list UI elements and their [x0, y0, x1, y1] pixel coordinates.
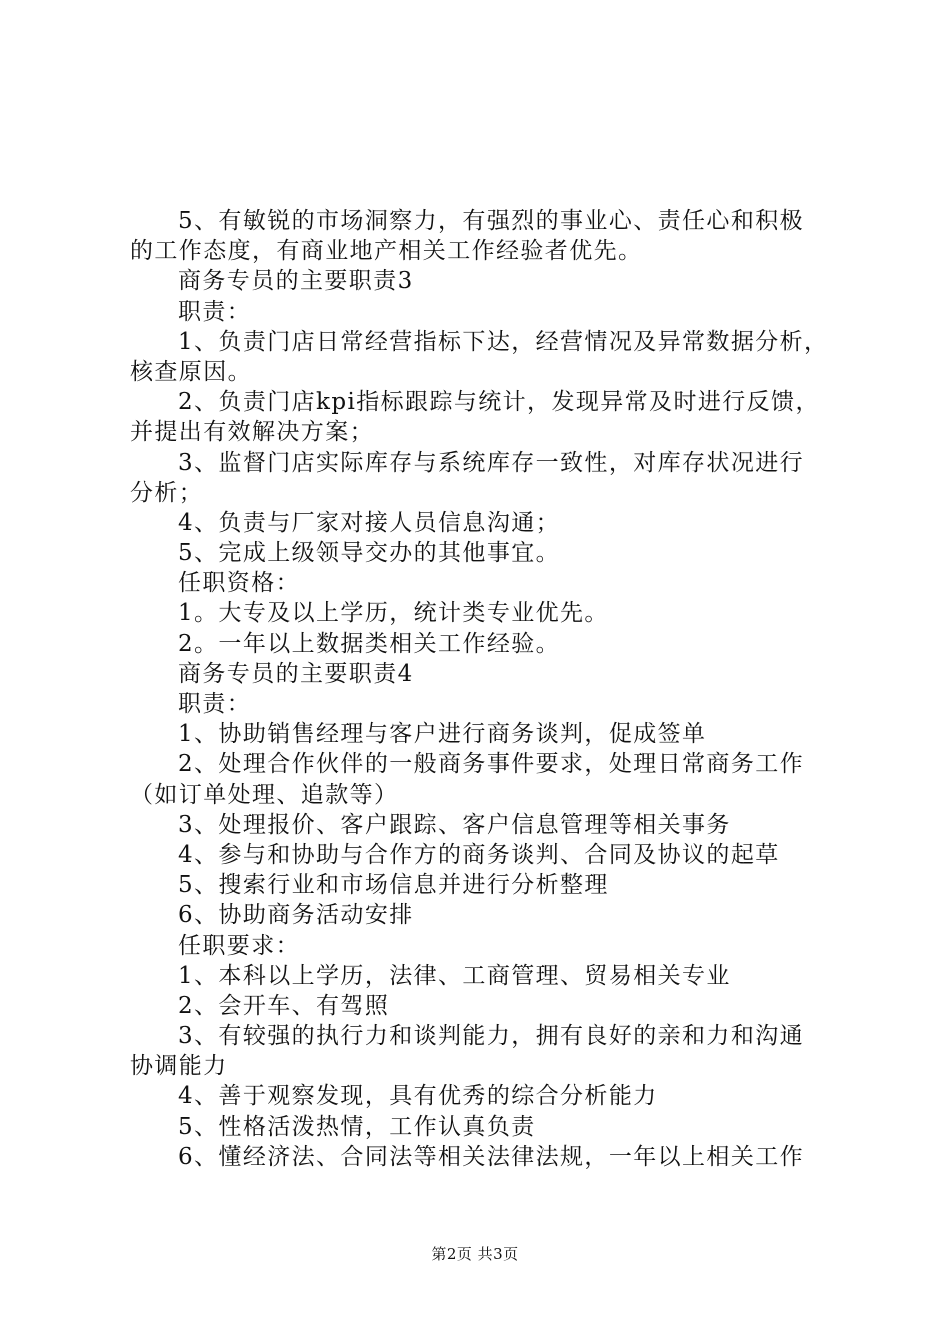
text-line: 并提出有效解决方案； — [130, 419, 374, 446]
text-line: 5、完成上级领导交办的其他事宜。 — [178, 540, 561, 567]
text-line: 1、本科以上学历，法律、工商管理、贸易相关专业 — [178, 962, 731, 989]
text-line: 2、会开车、有驾照 — [178, 992, 390, 1019]
text-line: 5、有敏锐的市场洞察力，有强烈的事业心、责任心和积极 — [178, 208, 805, 234]
text-line: 核查原因。 — [130, 358, 252, 385]
text-line: （如订单处理、追款等） — [130, 781, 399, 808]
text-line: 商务专员的主要职责4 — [178, 660, 414, 687]
text-line: 1、协助销售经理与客户进行商务谈判，促成签单 — [178, 721, 707, 748]
text-line: 4、参与和协助与合作方的商务谈判、合同及协议的起草 — [178, 841, 780, 868]
text-line: 3、监督门店实际库存与系统库存一致性，对库存状况进行 — [178, 449, 805, 476]
text-line: 4、善于观察发现，具有优秀的综合分析能力 — [178, 1083, 658, 1110]
text-line: 2、处理合作伙伴的一般商务事件要求，处理日常商务工作 — [178, 751, 805, 778]
document-body — [130, 206, 850, 1172]
text-line: 分析； — [130, 479, 204, 506]
text-line: 3、有较强的执行力和谈判能力，拥有良好的亲和力和沟通 — [178, 1023, 805, 1050]
text-line: 职责： — [178, 691, 252, 717]
text-line: 2。一年以上数据类相关工作经验。 — [178, 630, 561, 657]
text-line: 职责： — [178, 298, 252, 325]
text-line: 3、处理报价、客户跟踪、客户信息管理等相关事务 — [178, 811, 731, 838]
text-line: 协调能力 — [130, 1053, 228, 1080]
text-line: 1。大专及以上学历，统计类专业优先。 — [178, 600, 609, 627]
text-line: 5、搜索行业和市场信息并进行分析整理 — [178, 872, 609, 899]
text-line: 4、负责与厂家对接人员信息沟通； — [178, 509, 561, 536]
text-line: 1、负责门店日常经营指标下达，经营情况及异常数据分析， — [178, 328, 829, 355]
text-line: 6、懂经济法、合同法等相关法律法规，一年以上相关工作 — [178, 1143, 805, 1170]
text-line: 2、负责门店kpi指标跟踪与统计，发现异常及时进行反馈， — [178, 389, 820, 416]
text-line: 商务专员的主要职责3 — [178, 268, 414, 295]
text-line: 的工作态度，有商业地产相关工作经验者优先。 — [130, 238, 643, 265]
text-line: 任职资格： — [178, 570, 300, 597]
text-line: 5、性格活泼热情，工作认真负责 — [178, 1113, 536, 1140]
text-line: 6、协助商务活动安排 — [178, 902, 414, 929]
page-footer: 第2页 共3页 — [431, 1245, 519, 1263]
text-line: 任职要求： — [178, 932, 300, 959]
